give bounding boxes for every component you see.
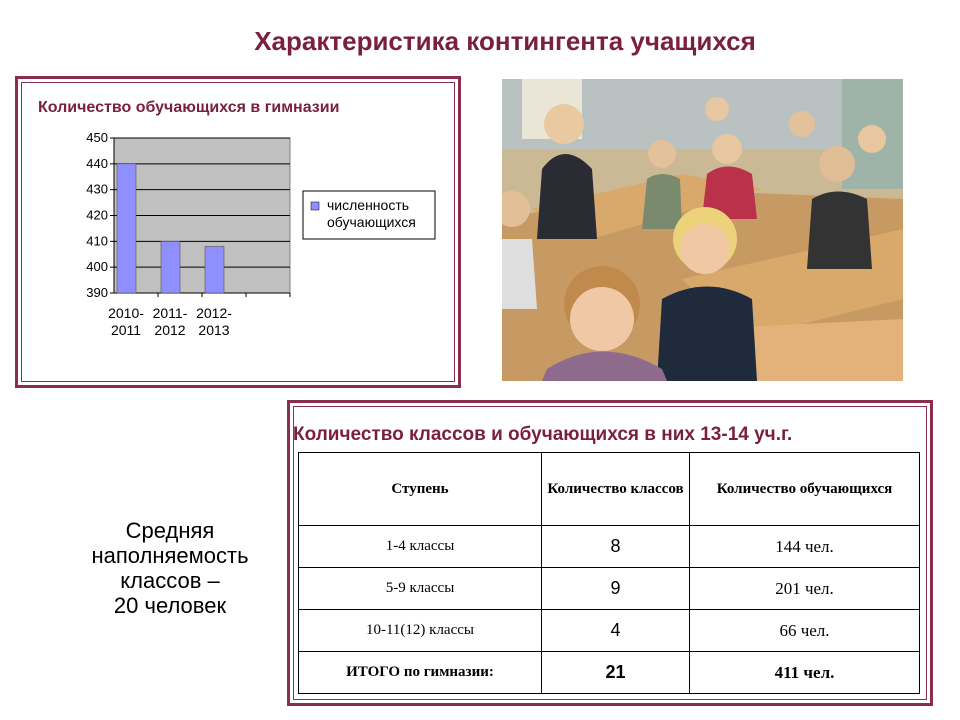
legend-label: численность [327,197,410,213]
classes-table [298,452,920,694]
chart-panel [15,76,461,388]
average-class-size [60,518,280,618]
x-tick-label: 2012 [154,322,186,338]
cell-level: 1-4 классы [299,526,542,568]
x-tick-label: 2011- [152,305,188,321]
table-row [299,610,920,652]
bar [161,241,180,293]
table-header-row [299,453,920,526]
cell-total-students: 411 чел. [690,652,920,694]
y-tick-label: 430 [86,181,108,197]
cell-students: 66 чел. [690,610,920,652]
bar-chart [18,79,458,385]
bar [117,164,136,293]
cell-level: 5-9 классы [299,568,542,610]
legend-swatch [311,202,319,210]
average-line: классов – [120,568,220,593]
cell-students: 201 чел. [690,568,920,610]
chart-title: Количество обучающихся в гимназии [38,99,340,116]
x-tick-label: 2011 [110,322,142,338]
x-tick-label: 2012- [196,305,232,321]
table-row [299,568,920,610]
cell-total-level: ИТОГО по гимназии: [299,652,542,694]
y-tick-label: 390 [86,285,108,300]
bar [205,247,224,294]
average-line: Средняя [125,518,215,543]
cell-total-classes: 21 [542,652,690,694]
table-total-row [299,652,920,694]
y-tick-label: 400 [86,259,108,275]
page-title: Характеристика контингента учащихся [254,26,756,56]
average-line: 20 человек [113,593,227,618]
cell-classes: 9 [542,568,690,610]
average-line: наполняемость [91,543,249,568]
cell-classes: 4 [542,610,690,652]
table-row [299,526,920,568]
y-tick-label: 410 [86,233,108,249]
cell-level: 10-11(12) классы [299,610,542,652]
x-tick-label: 2010- [108,305,144,321]
classroom-photo [502,79,903,381]
x-tick-label: 2013 [198,322,230,338]
header-level: Ступень [299,453,542,526]
y-tick-label: 420 [86,207,108,223]
cell-students: 144 чел. [690,526,920,568]
y-tick-label: 440 [86,155,108,171]
cell-classes: 8 [542,526,690,568]
header-classes: Количество классов [542,453,690,526]
y-tick-label: 450 [86,130,108,145]
table-title: Количество классов и обучающихся в них 13-14 уч.г. [293,424,793,445]
header-students: Количество обучающихся [690,453,920,526]
table-panel [287,400,933,706]
legend-label: обучающихся [327,214,416,230]
